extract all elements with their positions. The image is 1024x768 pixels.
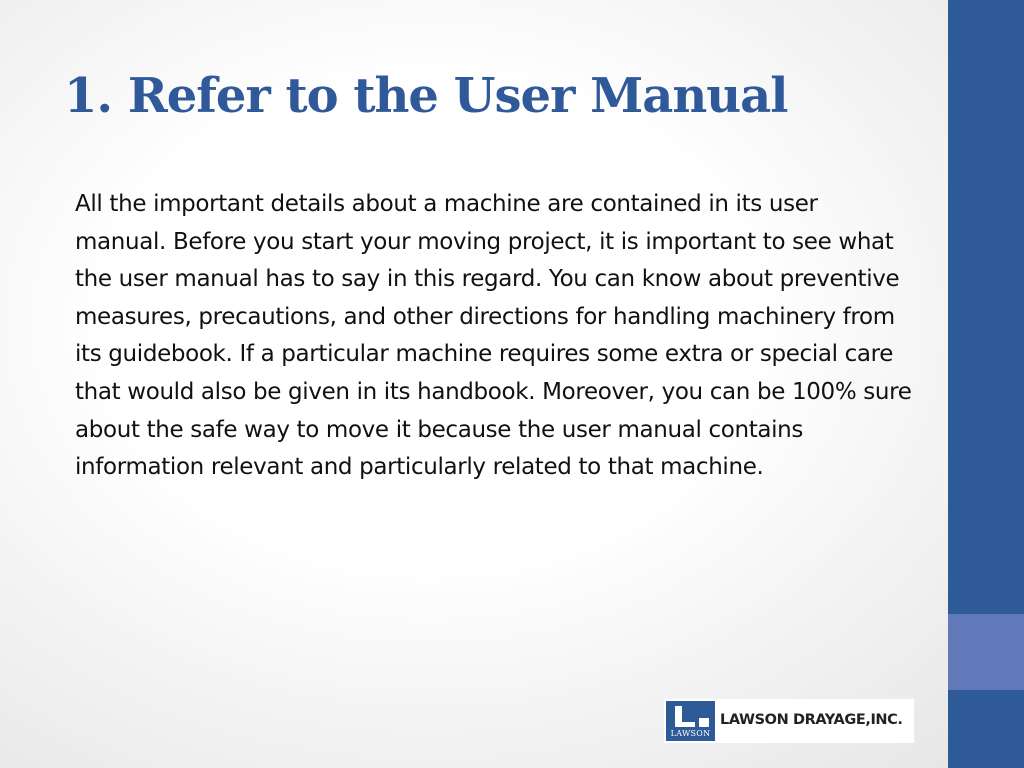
sidebar-accent-block — [948, 614, 1024, 690]
company-logo — [664, 699, 914, 743]
slide-title: 1. Refer to the User Manual — [64, 68, 788, 124]
logo-wordmark: LAWSON DRAYAGE,INC. — [720, 712, 903, 728]
logo-mark-icon — [666, 701, 715, 741]
slide-body-text: All the important details about a machine are contained in its user manual. Before you start your moving project, it is important to see what the user manual has to say in this regard. You can know about preventive measures, precautions, and other directions for handling machinery from its guidebook. If a particular machine requires some extra or special care that would also be given in its handbook. Moreover, you can be 100% sure about the safe way to move it because the user manual contains information relevant and particularly related to that machine. — [75, 191, 912, 481]
logo-mark-text: LAWSON — [670, 729, 711, 738]
